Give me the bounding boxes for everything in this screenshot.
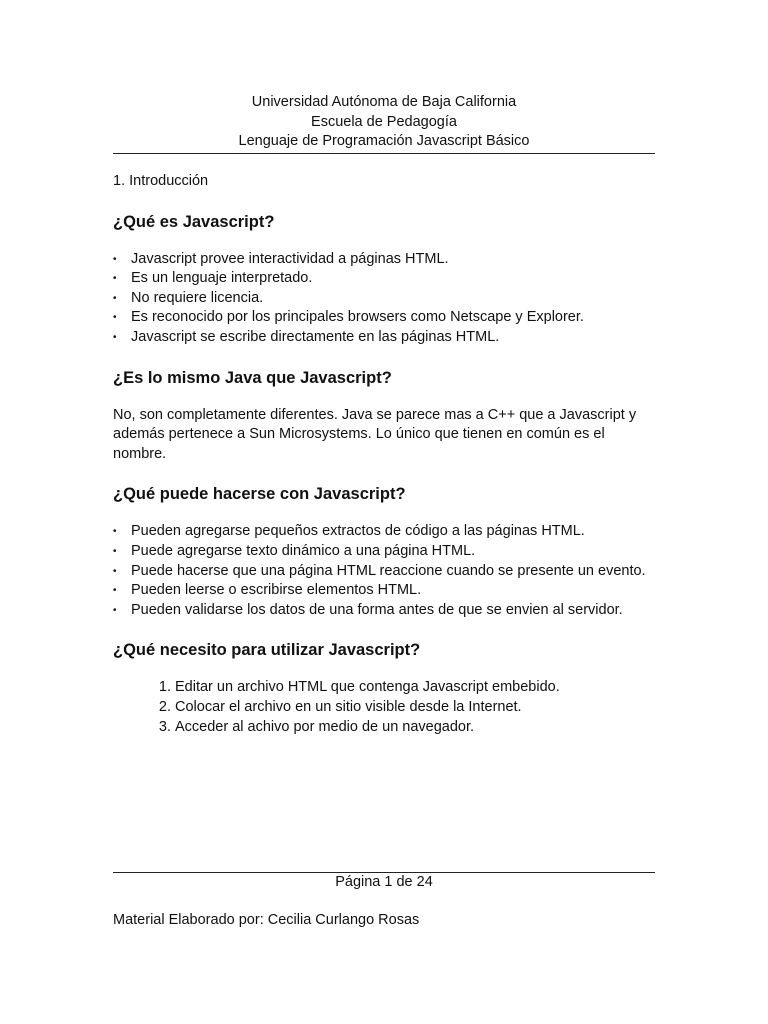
section-intro-label: 1. Introducción bbox=[113, 173, 209, 189]
header-university: Universidad Autónoma de Baja California bbox=[251, 94, 517, 110]
steps-what-need bbox=[113, 678, 658, 737]
heading-java-same: ¿Es lo mismo Java que Javascript? bbox=[113, 368, 392, 387]
header-school: Escuela de Pedagogía bbox=[311, 113, 457, 130]
list-item: • Javascript provee interactividad a páginas HTML. bbox=[113, 250, 658, 270]
author-credit: Material Elaborado por: Cecilia Curlango Rosas bbox=[113, 912, 420, 928]
list-item: • Puede hacerse que una página HTML reaccione cuando se presente un evento. bbox=[113, 562, 658, 582]
document-header bbox=[113, 93, 655, 152]
heading-what-can: ¿Qué puede hacerse con Javascript? bbox=[113, 485, 406, 504]
list-item: 2. Colocar el archivo en un sitio visible desde la Internet. bbox=[175, 698, 658, 718]
page-number: Página 1 de 24 bbox=[335, 874, 433, 890]
heading-what-need: ¿Qué necesito para utilizar Javascript? bbox=[113, 641, 421, 660]
list-item: • Puede agregarse texto dinámico a una página HTML. bbox=[113, 542, 658, 562]
list-item: • Javascript se escribe directamente en las páginas HTML. bbox=[113, 328, 658, 348]
header-divider bbox=[113, 153, 655, 154]
list-item: • No requiere licencia. bbox=[113, 289, 658, 309]
paragraph-java-same: No, son completamente diferentes. Java se parece mas a C++ que a Javascript y además pertenece a Sun Microsystems. Lo único que tienen en común es el nombre. bbox=[113, 406, 637, 462]
list-item: • Pueden agregarse pequeños extractos de código a las páginas HTML. bbox=[113, 522, 658, 542]
heading-what-is: ¿Qué es Javascript? bbox=[113, 212, 275, 231]
list-item: • Pueden leerse o escribirse elementos HTML. bbox=[113, 581, 658, 601]
list-item: 3. Acceder al achivo por medio de un navegador. bbox=[175, 718, 658, 738]
header-course: Lenguaje de Programación Javascript Básico bbox=[238, 133, 530, 149]
list-item: • Es reconocido por los principales browsers como Netscape y Explorer. bbox=[113, 308, 658, 328]
list-item: • Pueden validarse los datos de una forma antes de que se envien al servidor. bbox=[113, 601, 658, 621]
list-what-is bbox=[113, 250, 658, 348]
list-item: 1. Editar un archivo HTML que contenga Javascript embebido. bbox=[175, 678, 658, 698]
document-body bbox=[113, 170, 658, 737]
list-item: • Es un lenguaje interpretado. bbox=[113, 269, 658, 289]
list-what-can bbox=[113, 522, 658, 620]
